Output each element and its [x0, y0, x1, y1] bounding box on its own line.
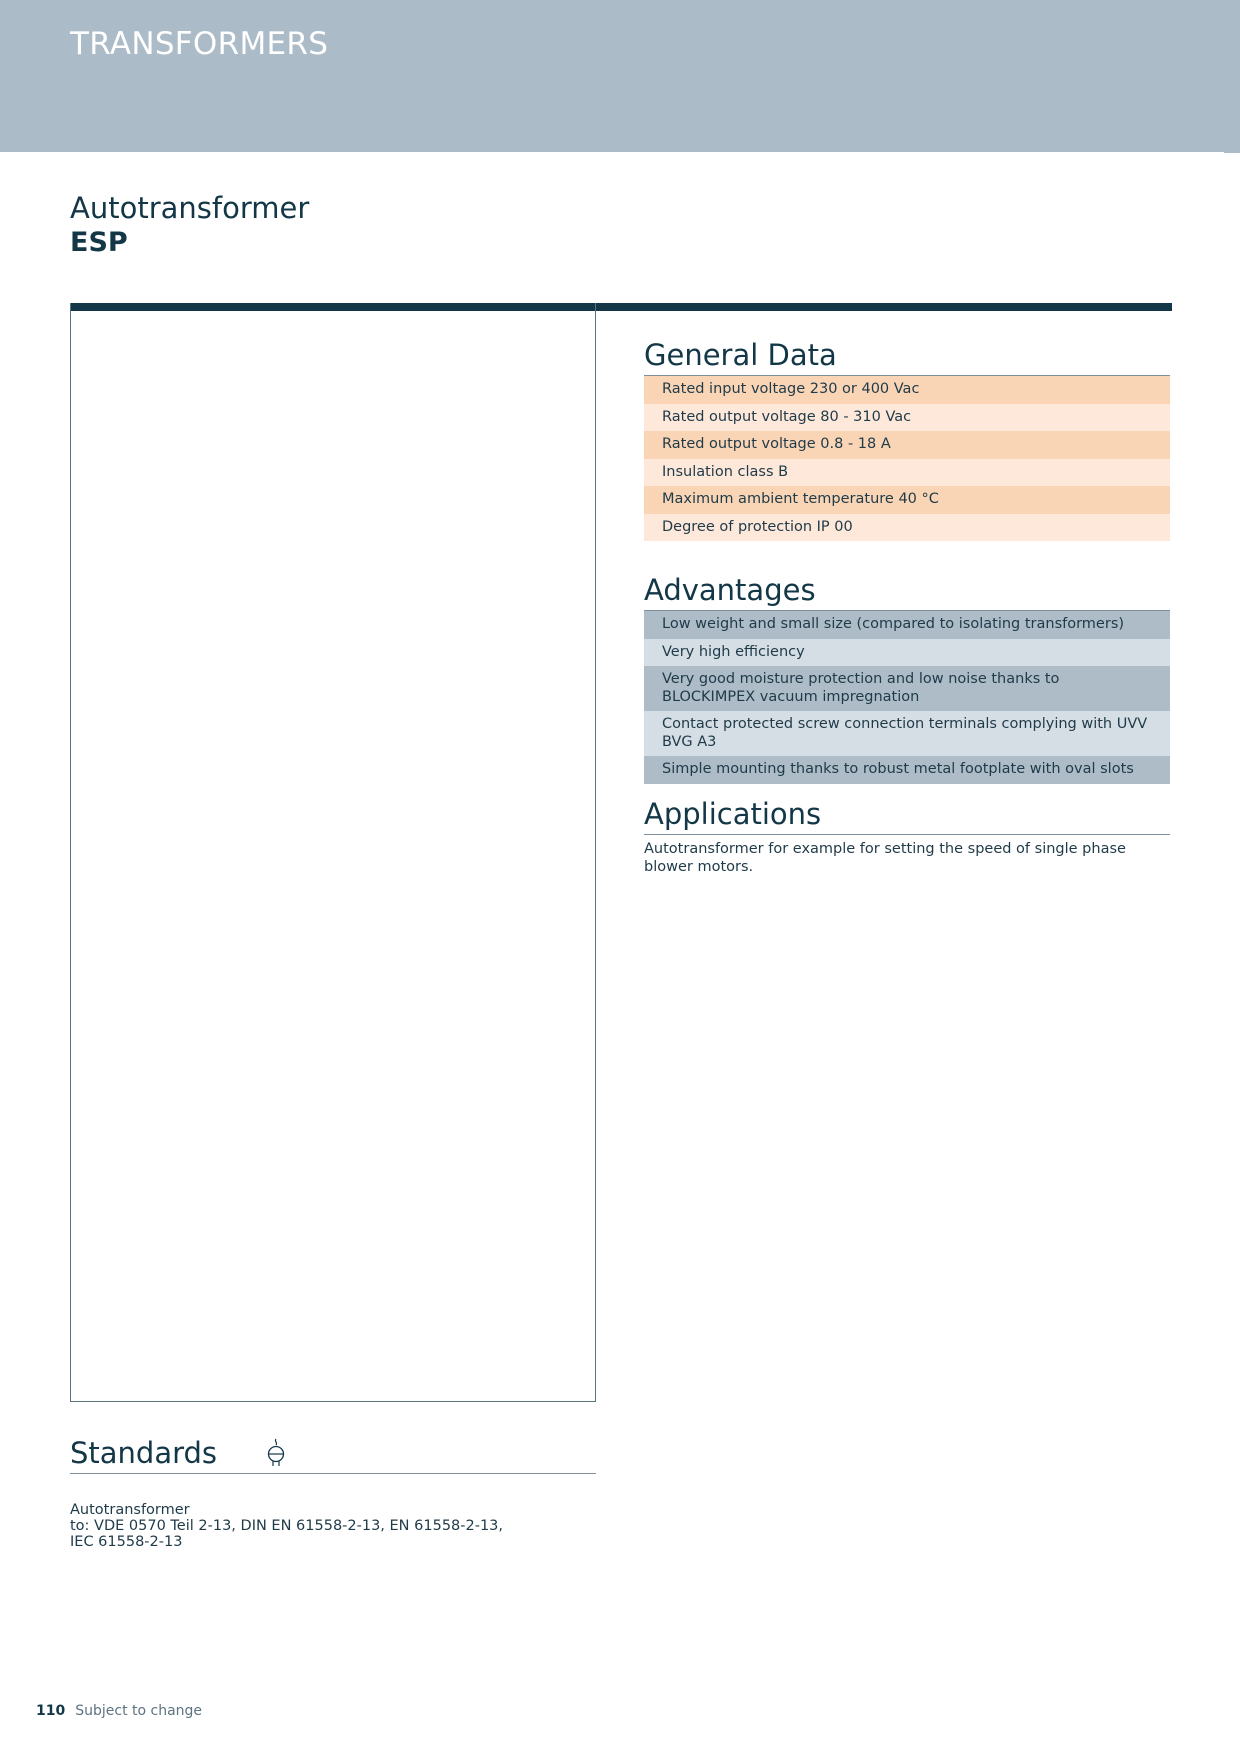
advantages-heading: Advantages	[644, 573, 1170, 611]
standards-section	[70, 1436, 596, 1550]
general-data-item: Rated output voltage 0.8 - 18 A	[644, 431, 1170, 459]
general-data-section	[644, 338, 1170, 541]
advantages-list	[644, 611, 1170, 784]
advantage-item: Very good moisture protection and low noise thanks to BLOCKIMPEX vacuum impregnation	[644, 666, 1170, 711]
product-code: ESP	[70, 227, 128, 258]
standards-line: IEC 61558-2-13	[70, 1534, 183, 1550]
header-band	[0, 0, 1224, 152]
applications-heading: Applications	[644, 797, 1170, 835]
standards-text	[70, 1502, 596, 1550]
standards-line: Autotransformer	[70, 1502, 190, 1518]
page-number: 110	[36, 1703, 66, 1719]
standards-line: to: VDE 0570 Teil 2-13, DIN EN 61558-2-13, EN 61558-2-13,	[70, 1518, 504, 1534]
general-data-list	[644, 376, 1170, 541]
general-data-item: Rated output voltage 80 - 310 Vac	[644, 404, 1170, 432]
general-data-item: Rated input voltage 230 or 400 Vac	[644, 376, 1170, 404]
product-image-frame	[70, 303, 596, 1402]
general-data-item: Degree of protection IP 00	[644, 514, 1170, 542]
footer-note: Subject to change	[75, 1703, 203, 1719]
product-type: Autotransformer	[70, 191, 310, 225]
advantages-section	[644, 573, 1170, 784]
header-band-edge	[1224, 0, 1240, 153]
footer	[36, 1703, 202, 1719]
general-data-item: Maximum ambient temperature 40 °C	[644, 486, 1170, 514]
advantage-item: Contact protected screw connection terminals complying with UVV BVG A3	[644, 711, 1170, 756]
section-title: TRANSFORMERS	[70, 26, 329, 62]
advantage-item: Low weight and small size (compared to isolating transformers)	[644, 611, 1170, 639]
advantage-item: Very high efficiency	[644, 639, 1170, 667]
vde-mark-icon	[265, 1437, 287, 1469]
standards-heading: Standards	[70, 1436, 218, 1470]
standards-header	[70, 1436, 596, 1474]
general-data-item: Insulation class B	[644, 459, 1170, 487]
advantage-item: Simple mounting thanks to robust metal footplate with oval slots	[644, 756, 1170, 784]
general-data-heading: General Data	[644, 338, 1170, 376]
applications-text: Autotransformer for example for setting the speed of single phase blower motors.	[644, 841, 1126, 875]
applications-section	[644, 797, 1170, 876]
